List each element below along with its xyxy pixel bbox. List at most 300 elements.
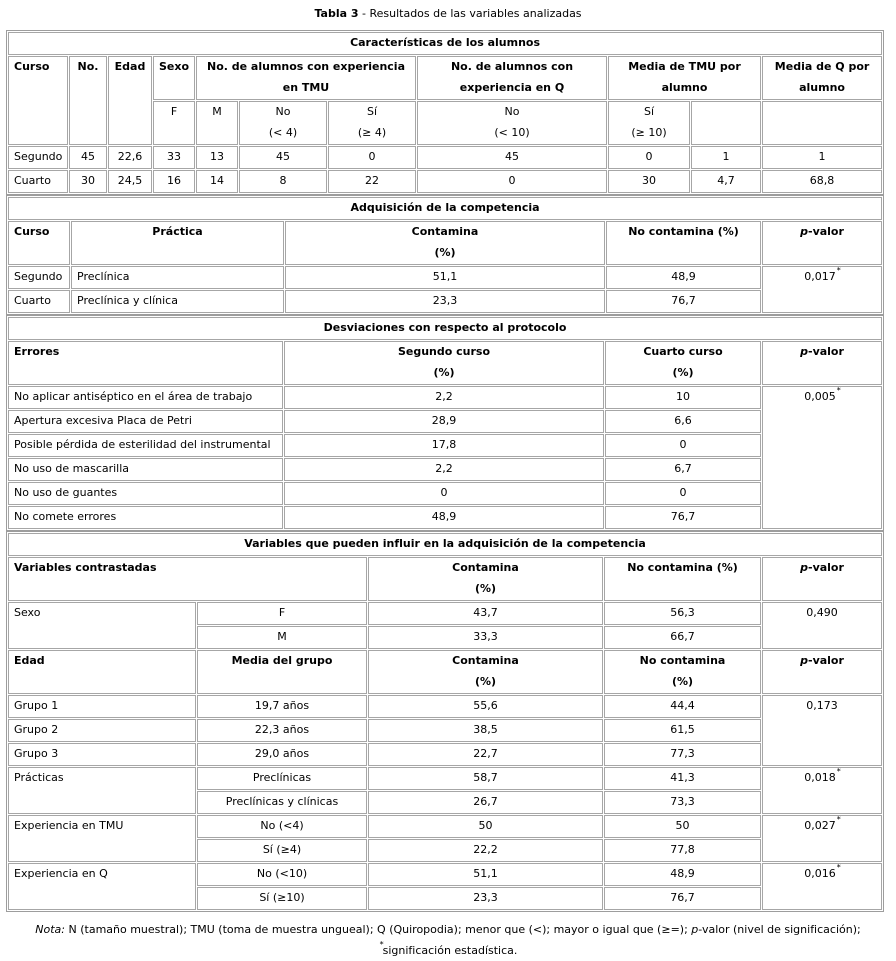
data-cell xyxy=(368,626,603,649)
cell-text: Edad xyxy=(114,60,146,73)
cell-line: alumno xyxy=(799,81,845,94)
cell-text: 48,9 xyxy=(431,510,457,523)
data-cell xyxy=(368,743,603,766)
cell-line: Contamina xyxy=(452,654,519,667)
cell-text: 8 xyxy=(279,174,287,187)
cell-text: 43,7 xyxy=(473,606,498,619)
data-cell xyxy=(762,815,882,862)
cell-text: Errores xyxy=(14,345,60,358)
cell-text: 41,3 xyxy=(670,771,695,784)
data-cell xyxy=(606,290,761,313)
data-cell xyxy=(8,863,196,910)
table-row xyxy=(8,56,882,100)
cell-text: -valor xyxy=(808,654,844,667)
data-cell xyxy=(762,767,882,814)
cell-line: en TMU xyxy=(282,81,330,94)
data-cell xyxy=(762,602,882,649)
cell-text: Segundo xyxy=(14,270,63,283)
cell-text: F xyxy=(278,606,286,619)
data-cell xyxy=(284,434,604,457)
data-cell xyxy=(197,719,367,742)
cell-text: No uso de mascarilla xyxy=(14,462,130,475)
data-cell xyxy=(368,887,603,910)
cell-text: Cuarto xyxy=(14,174,51,187)
cell-line: Media de TMU por xyxy=(628,60,741,73)
cell-line: (≥ 4) xyxy=(357,126,387,139)
data-cell xyxy=(604,815,761,838)
table-row xyxy=(8,767,882,790)
table-row xyxy=(8,482,882,505)
column-header-cell xyxy=(762,650,882,694)
data-cell xyxy=(604,863,761,886)
data-cell xyxy=(153,170,195,193)
cell-text: 1 xyxy=(818,150,826,163)
data-cell xyxy=(153,101,195,145)
cell-text: 0 xyxy=(440,486,448,499)
data-cell xyxy=(328,170,416,193)
cell-text: 22,3 años xyxy=(254,723,310,736)
cell-text: 6,6 xyxy=(674,414,692,427)
cell-text: F xyxy=(170,105,178,118)
cell-text: Preclínica xyxy=(77,270,130,283)
data-cell xyxy=(71,290,284,313)
cell-text: Grupo 3 xyxy=(14,747,59,760)
significance-asterisk: * xyxy=(836,863,841,873)
data-cell xyxy=(285,266,605,289)
cell-text: 56,3 xyxy=(670,606,695,619)
column-header-cell xyxy=(762,221,882,265)
cell-text: 22,7 xyxy=(473,747,498,760)
data-cell xyxy=(8,719,196,742)
table-row xyxy=(8,146,882,169)
data-cell xyxy=(239,101,327,145)
cell-text: 33,3 xyxy=(473,630,498,643)
cell-text: 45 xyxy=(276,150,290,163)
data-cell xyxy=(8,266,70,289)
data-cell xyxy=(197,791,367,814)
cell-text: 0,016 xyxy=(804,867,836,880)
cell-text: 50 xyxy=(478,819,493,832)
data-cell xyxy=(197,839,367,862)
table-row xyxy=(8,221,882,265)
cell-text: M xyxy=(212,105,222,118)
column-header-cell xyxy=(605,341,761,385)
cell-text: Edad xyxy=(14,654,45,667)
column-header-cell xyxy=(197,650,367,694)
cell-text: 77,8 xyxy=(670,843,695,856)
cell-text: Curso xyxy=(14,60,50,73)
column-header-cell xyxy=(69,56,107,145)
table-row xyxy=(8,386,882,409)
column-header-cell xyxy=(153,56,195,100)
cell-text: 24,5 xyxy=(117,174,143,187)
data-cell xyxy=(69,170,107,193)
cell-text: -valor xyxy=(808,225,844,238)
data-cell xyxy=(328,101,416,145)
cell-line: Contamina xyxy=(452,561,519,574)
column-header-cell xyxy=(606,221,761,265)
cell-text: 45 xyxy=(505,150,519,163)
cell-line: (%) xyxy=(672,366,694,379)
data-cell xyxy=(328,146,416,169)
column-header-cell xyxy=(368,650,603,694)
table-row xyxy=(8,506,882,529)
data-cell xyxy=(197,815,367,838)
cell-text: 0,027 xyxy=(804,819,836,832)
data-cell xyxy=(284,482,604,505)
data-cell xyxy=(604,695,761,718)
cell-text: Grupo 2 xyxy=(14,723,59,736)
cell-line: No xyxy=(504,105,520,118)
table-row xyxy=(8,650,882,694)
column-header-cell xyxy=(8,221,70,265)
results-table xyxy=(6,30,884,912)
italic-p: p xyxy=(800,654,808,667)
data-cell xyxy=(8,482,283,505)
cell-text: Segundo xyxy=(14,150,63,163)
cell-text: 0 xyxy=(368,150,376,163)
data-cell xyxy=(368,602,603,625)
cell-text: 73,3 xyxy=(670,795,695,808)
table-row xyxy=(8,719,882,742)
table-row xyxy=(8,410,882,433)
cell-line: Cuarto curso xyxy=(643,345,723,358)
cell-line: No xyxy=(275,105,291,118)
footnote xyxy=(0,919,896,961)
data-cell xyxy=(604,839,761,862)
cell-text: 48,9 xyxy=(671,270,696,283)
data-cell xyxy=(368,863,603,886)
data-cell xyxy=(8,290,70,313)
cell-line: experiencia en Q xyxy=(459,81,565,94)
cell-text: 10 xyxy=(676,390,690,403)
data-cell xyxy=(197,743,367,766)
cell-text: 28,9 xyxy=(431,414,457,427)
cell-text: 30 xyxy=(81,174,95,187)
cell-text: 33 xyxy=(167,150,181,163)
data-cell xyxy=(762,101,882,145)
cell-text: 29,0 años xyxy=(254,747,310,760)
text-segment: -valor (nivel de significación); xyxy=(698,923,861,936)
cell-text: 0,490 xyxy=(806,606,838,619)
cell-text: 19,7 años xyxy=(254,699,310,712)
cell-text: No comete errores xyxy=(14,510,117,523)
significance-asterisk: * xyxy=(836,767,841,777)
cell-text: 1 xyxy=(722,150,730,163)
data-cell xyxy=(368,815,603,838)
data-cell xyxy=(762,386,882,529)
data-cell xyxy=(368,839,603,862)
cell-line: alumno xyxy=(661,81,708,94)
footnote-line-2 xyxy=(0,940,896,961)
data-cell xyxy=(417,101,607,145)
cell-text: 38,5 xyxy=(473,723,498,736)
data-cell xyxy=(605,458,761,481)
data-cell xyxy=(8,146,68,169)
cell-line: Sí xyxy=(643,105,655,118)
cell-line: No. de alumnos con xyxy=(450,60,574,73)
data-cell xyxy=(691,170,761,193)
data-cell xyxy=(8,434,283,457)
column-header-cell xyxy=(8,650,196,694)
data-cell xyxy=(8,743,196,766)
cell-text: 0,017 xyxy=(804,270,836,283)
cell-line: (%) xyxy=(433,366,455,379)
section-header: Desviaciones con respecto al protocolo xyxy=(8,317,882,340)
column-header-cell xyxy=(196,56,416,100)
data-cell xyxy=(8,695,196,718)
cell-line: No contamina xyxy=(639,654,726,667)
column-header-cell xyxy=(762,56,882,100)
section-header: Adquisición de la competencia xyxy=(8,197,882,220)
column-header-cell xyxy=(368,557,603,601)
cell-text: 0 xyxy=(679,486,687,499)
cell-text: Preclínicas xyxy=(252,771,312,784)
cell-line: (%) xyxy=(434,246,456,259)
cell-text: 17,8 xyxy=(431,438,457,451)
italic-p: p xyxy=(800,225,808,238)
data-cell xyxy=(197,767,367,790)
data-cell xyxy=(368,791,603,814)
cell-text: 22,6 xyxy=(117,150,143,163)
cell-text: M xyxy=(277,630,287,643)
text-segment: - Resultados de las variables analizadas xyxy=(358,7,582,20)
table-row xyxy=(8,434,882,457)
cell-text: No aplicar antiséptico en el área de trabajo xyxy=(14,390,253,403)
data-cell xyxy=(239,146,327,169)
cell-text: 51,1 xyxy=(432,270,458,283)
cell-text: 22,2 xyxy=(473,843,498,856)
data-cell xyxy=(762,863,882,910)
cell-text: Cuarto xyxy=(14,294,51,307)
cell-line: (%) xyxy=(671,675,694,688)
cell-text: 0 xyxy=(679,438,687,451)
table-title xyxy=(0,7,896,21)
cell-line: (< 10) xyxy=(494,126,530,139)
data-cell xyxy=(604,791,761,814)
text-segment: Tabla 3 xyxy=(314,7,359,20)
data-cell xyxy=(108,146,152,169)
cell-text: 22 xyxy=(365,174,379,187)
cell-text: 66,7 xyxy=(670,630,695,643)
column-header-cell xyxy=(417,56,607,100)
cell-text: Curso xyxy=(14,225,50,238)
table-row xyxy=(8,695,882,718)
cell-line: Contamina xyxy=(411,225,479,238)
column-header-cell xyxy=(608,56,761,100)
data-cell xyxy=(8,170,68,193)
data-cell xyxy=(608,146,690,169)
cell-text: Práctica xyxy=(152,225,203,238)
data-cell xyxy=(108,170,152,193)
data-cell xyxy=(605,506,761,529)
cell-text: No contamina (%) xyxy=(627,561,738,574)
column-header-cell xyxy=(284,341,604,385)
cell-text: 23,3 xyxy=(432,294,458,307)
cell-text: 0 xyxy=(508,174,516,187)
column-header-cell xyxy=(604,557,761,601)
cell-text: 13 xyxy=(210,150,224,163)
significance-asterisk: * xyxy=(379,940,384,950)
cell-text: 6,7 xyxy=(674,462,692,475)
data-cell xyxy=(604,602,761,625)
data-cell xyxy=(8,506,283,529)
data-cell xyxy=(197,626,367,649)
table-row xyxy=(8,602,882,625)
column-header-cell xyxy=(762,341,882,385)
cell-line: (< 4) xyxy=(268,126,298,139)
significance-asterisk: * xyxy=(836,266,841,276)
cell-text: Variables contrastadas xyxy=(14,561,157,574)
italic-p: p xyxy=(800,561,808,574)
cell-text: Preclínicas y clínicas xyxy=(225,795,339,808)
data-cell xyxy=(762,695,882,766)
data-cell xyxy=(8,767,196,814)
cell-text: No (<10) xyxy=(256,867,308,880)
data-cell xyxy=(605,410,761,433)
cell-line: (≥ 10) xyxy=(631,126,667,139)
cell-text: Grupo 1 xyxy=(14,699,59,712)
cell-text: No contamina (%) xyxy=(628,225,739,238)
text-segment: significación estadística. xyxy=(382,944,518,957)
cell-line: No. de alumnos con experiencia xyxy=(206,60,406,73)
data-cell xyxy=(284,506,604,529)
data-cell xyxy=(608,170,690,193)
table-row xyxy=(8,557,882,601)
section-header: Características de los alumnos xyxy=(8,32,882,55)
column-header-cell xyxy=(8,557,367,601)
cell-text: Media del grupo xyxy=(231,654,333,667)
data-cell xyxy=(762,266,882,313)
cell-text: -valor xyxy=(808,345,844,358)
cell-text: 68,8 xyxy=(809,174,835,187)
data-cell xyxy=(8,410,283,433)
cell-text: 44,4 xyxy=(670,699,695,712)
section-table-adquisicion xyxy=(6,195,884,315)
cell-text: 0 xyxy=(645,150,653,163)
cell-line: Segundo curso xyxy=(397,345,491,358)
data-cell xyxy=(8,458,283,481)
cell-text: Experiencia en TMU xyxy=(14,819,124,832)
data-cell xyxy=(8,602,196,649)
data-cell xyxy=(284,410,604,433)
cell-line: (%) xyxy=(474,675,497,688)
data-cell xyxy=(605,434,761,457)
cell-text: -valor xyxy=(808,561,844,574)
cell-text: No (<4) xyxy=(260,819,304,832)
column-header-cell xyxy=(8,56,68,145)
table-row xyxy=(8,815,882,838)
data-cell xyxy=(605,386,761,409)
cell-text: Experiencia en Q xyxy=(14,867,108,880)
column-header-cell xyxy=(762,557,882,601)
data-cell xyxy=(762,170,882,193)
cell-text: 55,6 xyxy=(473,699,498,712)
data-cell xyxy=(69,146,107,169)
data-cell xyxy=(284,386,604,409)
cell-text: 58,7 xyxy=(473,771,498,784)
significance-asterisk: * xyxy=(836,386,841,396)
cell-line: (%) xyxy=(474,582,497,595)
footnote-line-1 xyxy=(0,919,896,940)
cell-text: 61,5 xyxy=(670,723,695,736)
column-header-cell xyxy=(604,650,761,694)
data-cell xyxy=(197,695,367,718)
data-cell xyxy=(196,101,238,145)
data-cell xyxy=(604,626,761,649)
cell-text: Sí (≥4) xyxy=(262,843,302,856)
cell-text: 14 xyxy=(210,174,224,187)
data-cell xyxy=(71,266,284,289)
data-cell xyxy=(762,146,882,169)
data-cell xyxy=(605,482,761,505)
table-row xyxy=(8,458,882,481)
column-header-cell xyxy=(8,341,283,385)
section-header: Variables que pueden influir en la adquisición de la competencia xyxy=(8,533,882,556)
column-header-cell xyxy=(108,56,152,145)
cell-text: 2,2 xyxy=(435,462,453,475)
cell-text: Sí (≥10) xyxy=(259,891,305,904)
data-cell xyxy=(368,719,603,742)
cell-text: 76,7 xyxy=(670,510,696,523)
data-cell xyxy=(417,146,607,169)
data-cell xyxy=(197,602,367,625)
table-row xyxy=(8,170,882,193)
data-cell xyxy=(604,719,761,742)
cell-text: Posible pérdida de esterilidad del instrumental xyxy=(14,438,271,451)
cell-text: 0,005 xyxy=(804,390,836,403)
italic-p: p xyxy=(800,345,808,358)
data-cell xyxy=(196,146,238,169)
cell-text: 30 xyxy=(642,174,656,187)
cell-text: 51,1 xyxy=(473,867,498,880)
cell-text: Prácticas xyxy=(14,771,64,784)
cell-text: 26,7 xyxy=(473,795,498,808)
italic-text: p xyxy=(691,923,699,936)
cell-text: 4,7 xyxy=(717,174,735,187)
cell-text: 45 xyxy=(81,150,95,163)
data-cell xyxy=(417,170,607,193)
section-table-desviaciones xyxy=(6,315,884,531)
cell-text: No uso de guantes xyxy=(14,486,118,499)
data-cell xyxy=(604,887,761,910)
cell-line: Media de Q por xyxy=(774,60,870,73)
cell-text: 76,7 xyxy=(670,891,695,904)
data-cell xyxy=(285,290,605,313)
cell-text: 0,173 xyxy=(806,699,838,712)
significance-asterisk: * xyxy=(836,815,841,825)
data-cell xyxy=(197,863,367,886)
cell-text: 23,3 xyxy=(473,891,498,904)
table-row xyxy=(8,863,882,886)
cell-text: 50 xyxy=(675,819,690,832)
cell-text: 0,018 xyxy=(804,771,836,784)
data-cell xyxy=(691,101,761,145)
data-cell xyxy=(604,767,761,790)
cell-text: 48,9 xyxy=(670,867,695,880)
data-cell xyxy=(8,815,196,862)
text-segment: N (tamaño muestral); TMU (toma de muestra ungueal); Q (Quiropodia); menor que (<); mayor o igual que (≥=); xyxy=(65,923,692,936)
data-cell xyxy=(368,767,603,790)
cell-text: No. xyxy=(77,60,99,73)
cell-text: Sexo xyxy=(14,606,41,619)
italic-text: Nota: xyxy=(35,923,65,936)
table-row xyxy=(8,290,882,313)
cell-text: 2,2 xyxy=(435,390,453,403)
table-row xyxy=(8,266,882,289)
data-cell xyxy=(608,101,690,145)
column-header-cell xyxy=(71,221,284,265)
